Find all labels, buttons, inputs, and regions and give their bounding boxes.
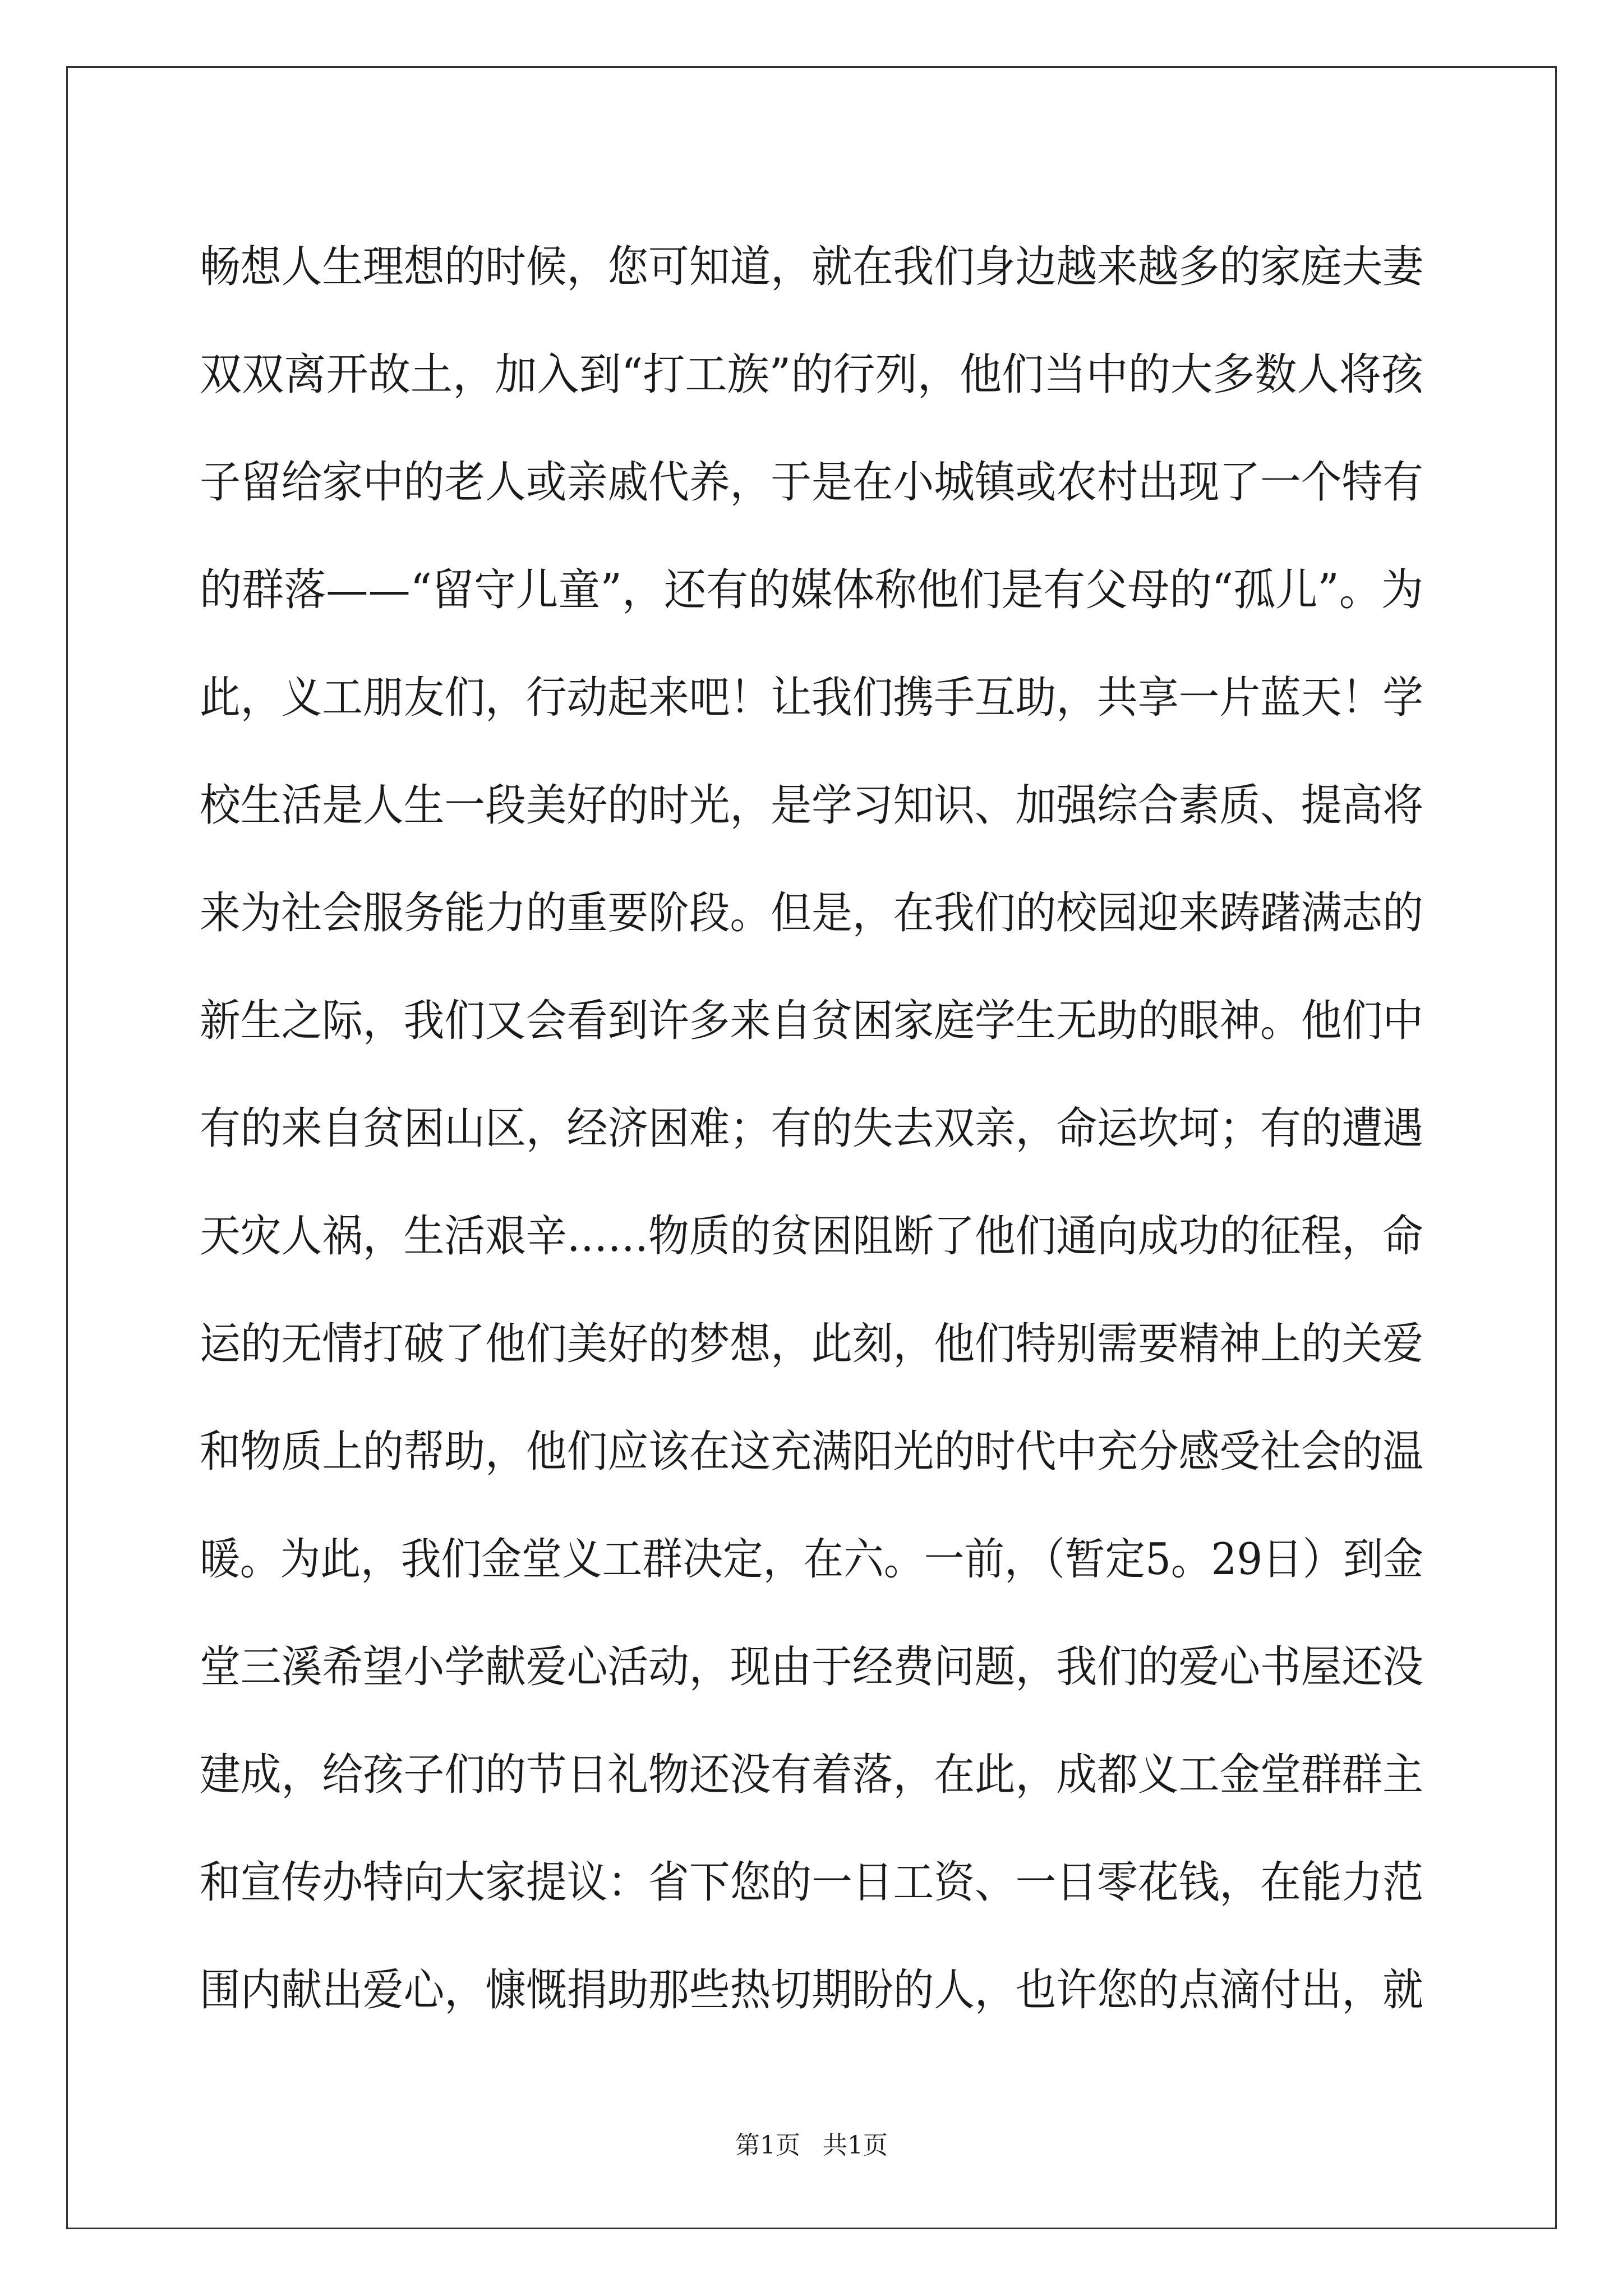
page-total: 共1页 <box>823 2131 888 2160</box>
text-line-content: 和宣传办特向大家提议：省下您的一日工资、一日零花钱，在能力范 <box>200 1857 1423 1908</box>
text-line-content: 和物质上的帮助，他们应该在这充满阳光的时代中充分感受社会的温 <box>200 1427 1423 1477</box>
text-line <box>200 1936 1423 2044</box>
text-line <box>200 213 1423 321</box>
page-number: 第1页 <box>735 2131 800 2160</box>
text-line <box>200 1290 1423 1398</box>
text-line-content: 堂三溪希望小学献爱心活动，现由于经费问题，我们的爱心书屋还没 <box>200 1642 1423 1692</box>
text-line <box>200 321 1423 429</box>
text-line <box>200 1613 1423 1721</box>
text-line <box>200 536 1423 644</box>
text-line <box>200 429 1423 536</box>
page-footer <box>0 2129 1623 2162</box>
text-line-content: 子留给家中的老人或亲戚代养，于是在小城镇或农村出现了一个特有 <box>200 457 1423 508</box>
text-line-content: 双双离开故土，加入到“打工族”的行列，他们当中的大多数人将孩 <box>200 349 1423 400</box>
document-body <box>200 213 1423 2044</box>
text-line <box>200 1721 1423 1829</box>
text-line-content: 建成，给孩子们的节日礼物还没有着落，在此，成都义工金堂群群主 <box>200 1750 1423 1800</box>
text-line <box>200 1398 1423 1506</box>
text-line <box>200 859 1423 967</box>
text-line-content: 暖。为此，我们金堂义工群决定，在六。一前，（暂定5。29日）到金 <box>200 1534 1423 1585</box>
text-line-content: 有的来自贫困山区，经济困难；有的失去双亲，命运坎坷；有的遭遇 <box>200 1103 1423 1154</box>
text-line <box>200 1506 1423 1613</box>
text-line <box>200 752 1423 859</box>
text-line <box>200 644 1423 752</box>
text-line <box>200 967 1423 1075</box>
text-line-content: 的群落——“留守儿童”，还有的媒体称他们是有父母的“孤儿”。为 <box>200 565 1423 615</box>
text-line <box>200 1829 1423 1936</box>
text-line <box>200 1182 1423 1290</box>
text-line-content: 运的无情打破了他们美好的梦想，此刻，他们特别需要精神上的关爱 <box>200 1319 1423 1369</box>
text-line-content: 此，义工朋友们，行动起来吧！让我们携手互助，共享一片蓝天！学 <box>200 673 1423 723</box>
text-line-content: 校生活是人生一段美好的时光，是学习知识、加强综合素质、提高将 <box>200 780 1423 831</box>
text-line-content: 天灾人祸，生活艰辛……物质的贫困阻断了他们通向成功的征程，命 <box>200 1211 1423 1262</box>
text-line-content: 畅想人生理想的时候，您可知道，就在我们身边越来越多的家庭夫妻 <box>200 242 1423 292</box>
text-line-content: 围内献出爱心，慷慨捐助那些热切期盼的人，也许您的点滴付出，就 <box>200 1965 1423 2016</box>
text-line-content: 新生之际，我们又会看到许多来自贫困家庭学生无助的眼神。他们中 <box>200 996 1423 1046</box>
text-line <box>200 1075 1423 1182</box>
text-line-content: 来为社会服务能力的重要阶段。但是，在我们的校园迎来踌躇满志的 <box>200 888 1423 938</box>
